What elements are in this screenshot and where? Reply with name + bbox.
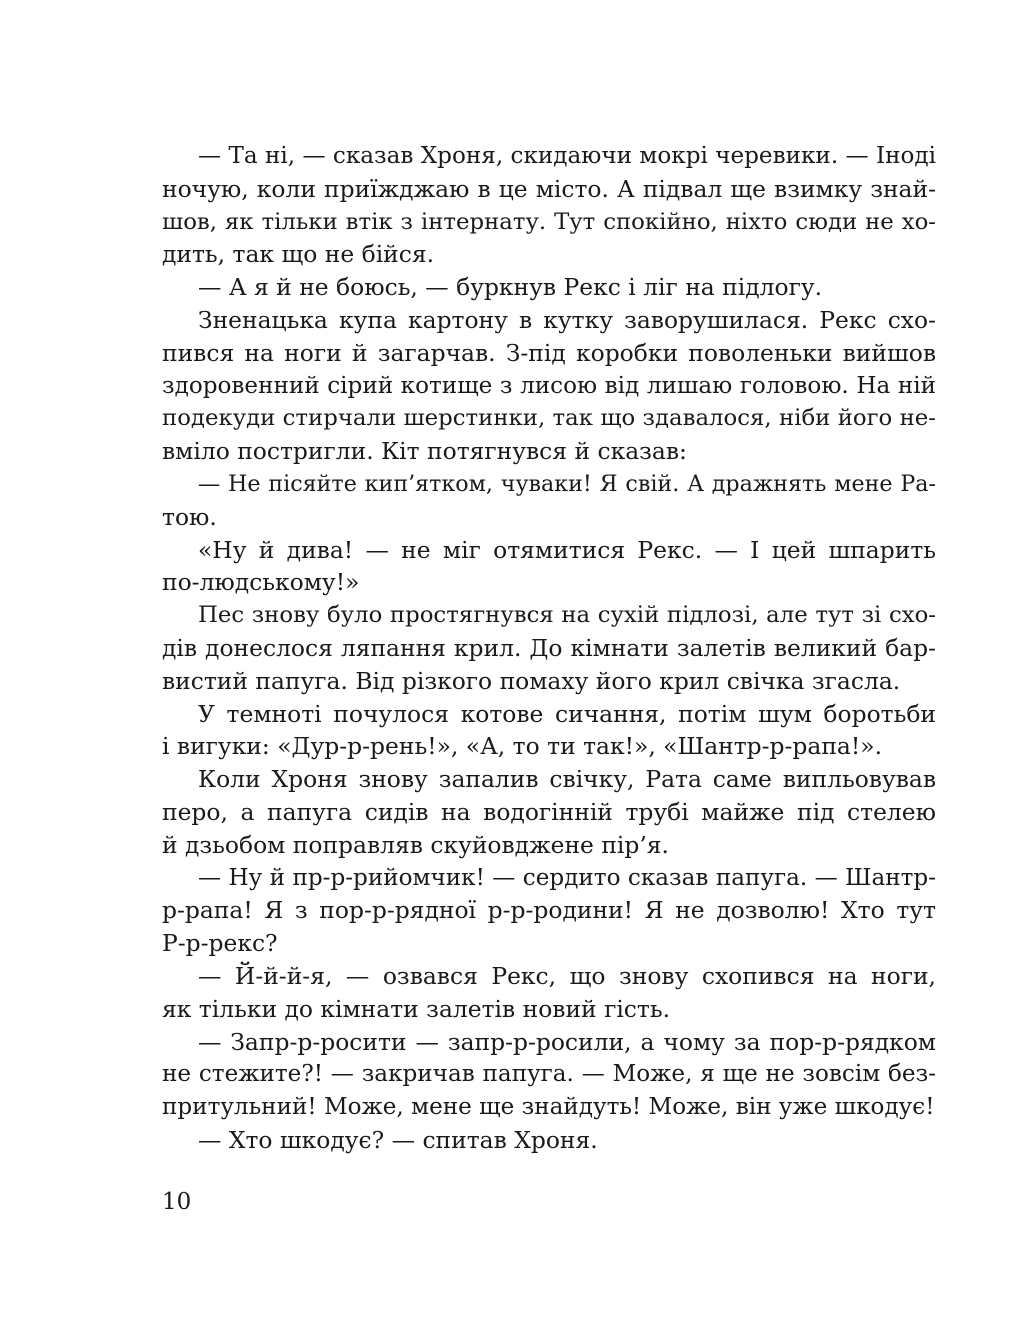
text-line: і вигуки: «Дур-р-рень!», «А, то ти так!», «Шантр-р-рапа!». (162, 732, 883, 761)
text-line: подекуди стирчали шерстинки, так що здавалося, ніби його не- (162, 405, 936, 432)
text-line: Пес знову було простягнувся на сухій підлозі, але тут зі схо- (198, 602, 936, 629)
text-line: Р-р-рекс? (162, 929, 278, 958)
text-line: Коли Хроня знову запалив свічку, Рата саме випльовував (198, 765, 936, 794)
text-line: тою. (162, 502, 217, 531)
text-line: перо, а папуга сидів на водогінній трубі майже під стелею (162, 797, 936, 826)
text-line: — Та ні, — сказав Хроня, скидаючи мокрі черевики. — Іноді (198, 143, 936, 169)
text-line: «Ну й дива! — не міг отямитися Рекс. — І цей шпарить (198, 535, 936, 564)
text-line: У темноті почулося котове сичання, потім шум боротьби (198, 699, 936, 728)
text-line: — Ну й пр-р-рийомчик! — сердито сказав папуга. — Шантр- (198, 864, 936, 891)
text-line: вистий папуга. Від різкого помаху його крил свічка згасла. (162, 666, 901, 695)
text-line: як тільки до кімнати залетів новий гість. (162, 994, 671, 1023)
text-line: по-людському!» (162, 568, 360, 597)
text-line: — Й-й-й-я, — озвався Рекс, що знову схопився на ноги, (198, 961, 936, 990)
text-line: й дзьобом поправляв скуйовджене пір’я. (162, 830, 669, 859)
text-line: не стежите?! — закричав папуга. — Може, я ще не зовсім без- (162, 1061, 936, 1088)
page-number: 10 (162, 1189, 192, 1215)
text-line: здоровенний сірий котище з лисою від лишаю головою. На ній (162, 372, 936, 399)
text-line: дить, так що не бійся. (162, 240, 435, 269)
text-line: Зненацька купа картону в кутку заворушилася. Рекс схо- (198, 305, 936, 334)
body-text (162, 140, 936, 1157)
text-line: шов, як тільки втік з інтернату. Тут спокійно, ніхто сюди не хо- (162, 208, 936, 235)
text-line: р-рапа! Я з пор-р-рядної р-р-родини! Я не дозволю! Хто тут (162, 896, 936, 925)
text-line: пився на ноги й загарчав. З-під коробки поволеньки вийшов (162, 338, 936, 367)
text-line: — Запр-р-росити — запр-р-росили, а чому за пор-р-рядком (198, 1027, 936, 1056)
text-line: вміло постригли. Кіт потягнувся й сказав: (162, 437, 687, 466)
text-line: — А я й не боюсь, — буркнув Рекс і ліг на підлогу. (198, 273, 823, 302)
text-line: притульний! Може, мене ще знайдуть! Може, він уже шкодує! (162, 1094, 935, 1121)
text-line: — Хто шкодує? — спитав Хроня. (198, 1125, 598, 1154)
text-line: — Не пісяйте кип’ятком, чуваки! Я свій. А дражнять мене Ра- (198, 470, 936, 497)
text-line: дів донеслося ляпання крил. До кімнати залетів великий бар- (162, 633, 936, 662)
text-line: ночую, коли приїжджаю в це місто. А підвал ще взимку знай- (162, 174, 936, 203)
